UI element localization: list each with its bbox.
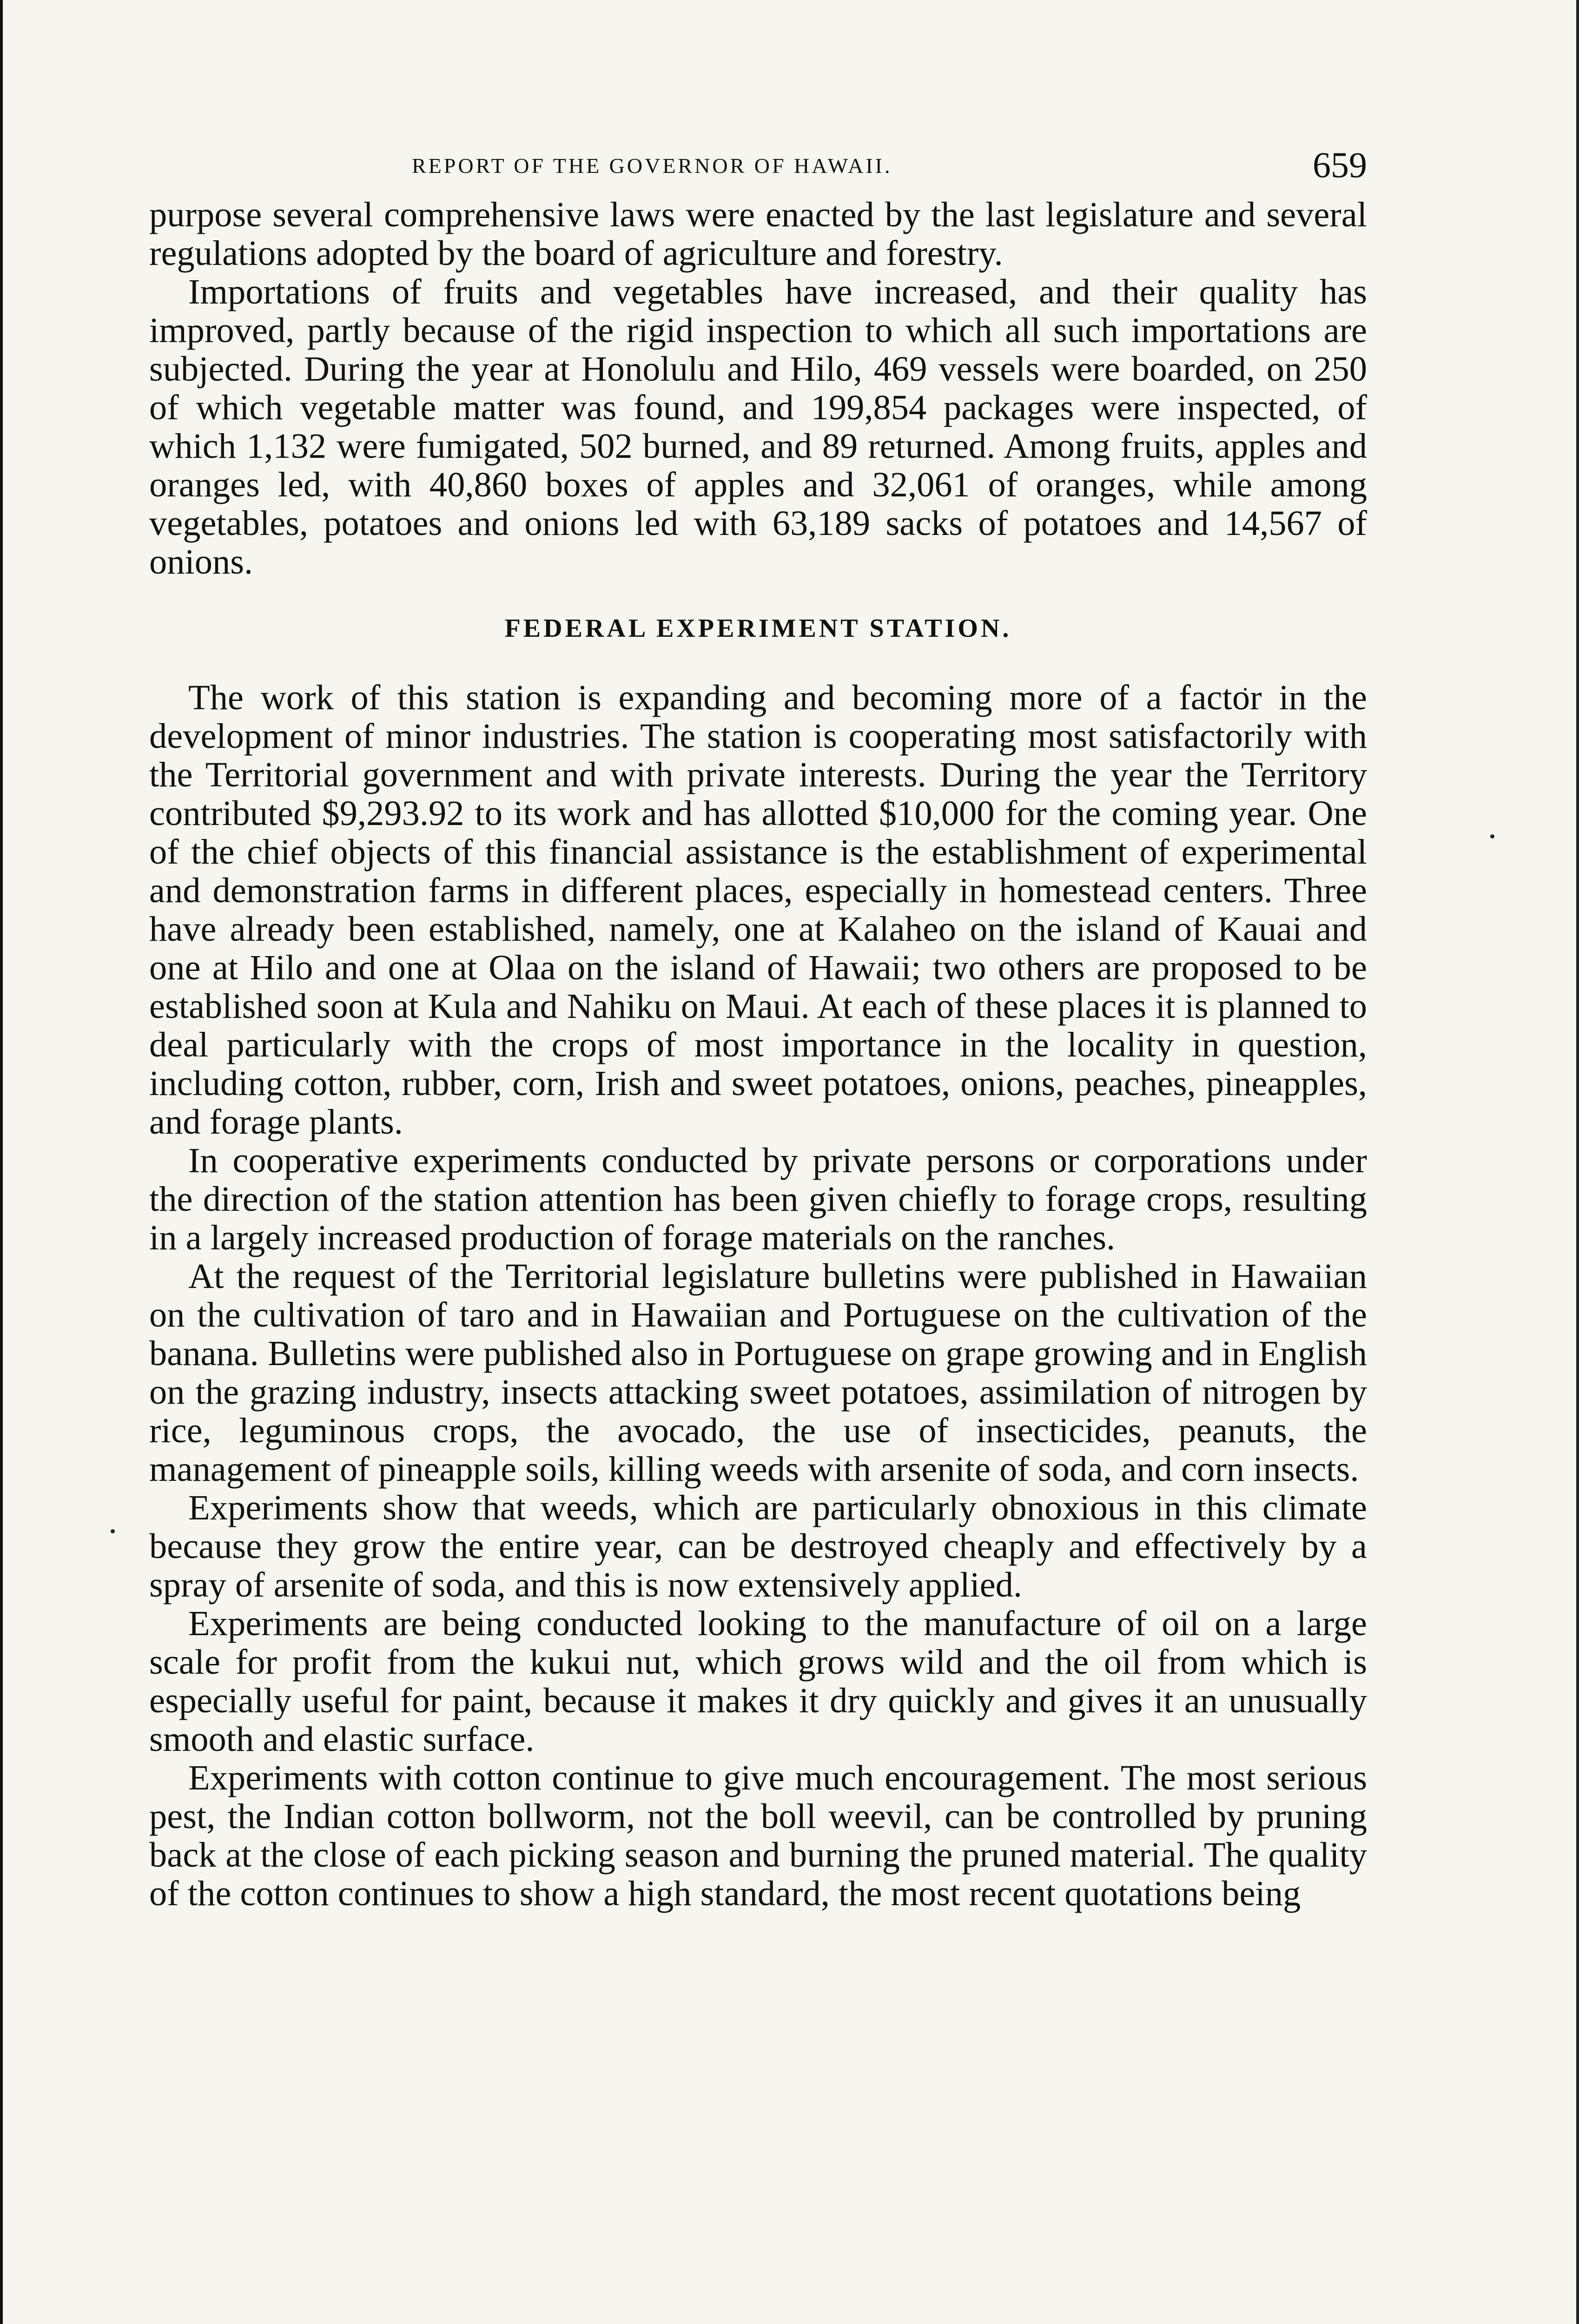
- paragraph-importations: Importations of fruits and vegetables have increased, and their quality has improved, partly because of the rigid inspection to which all such importations are subjected. During the year at Honolulu and Hilo, 469 vessels were boarded, on 250 of which vegetable matter was found, and 199,854 packages were inspected, of which 1,132 were fumigated, 502 burned, and 89 returned. Among fruits, apples and oranges led, with 40,860 boxes of apples and 32,061 of oranges, while among vegetables, potatoes and onions led with 63,189 sacks of potatoes and 14,567 of onions.: [149, 272, 1367, 581]
- paragraph-cotton: Experiments with cotton continue to give much encouragement. The most serious pest, the Indian cotton bollworm, not the boll weevil, can be controlled by pruning back at the close of each picking season and burning the pruned material. The quality of the cotton continues to show a high standard, the most recent quotations being: [149, 1758, 1367, 1913]
- running-title: REPORT OF THE GOVERNOR OF HAWAII.: [412, 154, 892, 178]
- paragraph-bulletins: At the request of the Territorial legislature bulletins were published in Hawaiian on the cultivation of taro and in Hawaiian and Portuguese on the cultivation of the banana. Bulletins were published also in Portuguese on grape growing and in English on the grazing industry, insects attacking sweet potatoes, assimilation of nitrogen by rice, leguminous crops, the avocado, the use of insecticides, peanuts, the management of pineapple soils, killing weeds with arsenite of soda, and corn insects.: [149, 1256, 1367, 1489]
- scan-speck: [1490, 834, 1494, 838]
- section-text: [149, 678, 1367, 1913]
- paragraph-station-work: The work of this station is expanding and becoming more of a factor in the development of minor industries. The station is cooperating most satisfactorily with the Territorial government and with private interests. During the year the Territory contributed $9,293.92 to its work and has allotted $10,000 for the coming year. One of the chief objects of this financial assistance is the establishment of experimental and demonstration farms in different places, especially in homestead centers. Three have already been established, namely, one at Kalaheo on the island of Kauai and one at Hilo and one at Olaa on the island of Hawaii; two others are proposed to be established soon at Kula and Nahiku on Maui. At each of these places it is planned to deal particularly with the crops of most importance in the locality in question, including cotton, rubber, corn, Irish and sweet potatoes, onions, peaches, pineapples, and forage plants.: [149, 678, 1367, 1142]
- scan-speck: [111, 1529, 115, 1533]
- page-content: [149, 139, 1367, 1913]
- paragraph-weeds: Experiments show that weeds, which are particularly obnoxious in this climate because they grow the entire year, can be destroyed cheaply and effectively by a spray of arsenite of soda, and this is now extensively applied.: [149, 1488, 1367, 1604]
- running-head: [149, 139, 1367, 195]
- paragraph-kukui-oil: Experiments are being conducted looking to the manufacture of oil on a large scale for profit from the kukui nut, which grows wild and the oil from which is especially useful for paint, because it makes it dry quickly and gives it an unusually smooth and elastic surface.: [149, 1604, 1367, 1759]
- paragraph-cooperative-experiments: In cooperative experiments conducted by private persons or corporations under the direction of the station attention has been given chiefly to forage crops, resulting in a largely increased production of forage materials on the ranches.: [149, 1141, 1367, 1257]
- section-heading: FEDERAL EXPERIMENT STATION.: [504, 614, 1012, 643]
- intro-text: [149, 195, 1367, 581]
- page-number: 659: [1313, 145, 1367, 185]
- paragraph-continuation: purpose several comprehensive laws were enacted by the last legislature and several regulations adopted by the board of agriculture and forestry.: [149, 195, 1367, 273]
- page-edge-right: [1576, 0, 1579, 2324]
